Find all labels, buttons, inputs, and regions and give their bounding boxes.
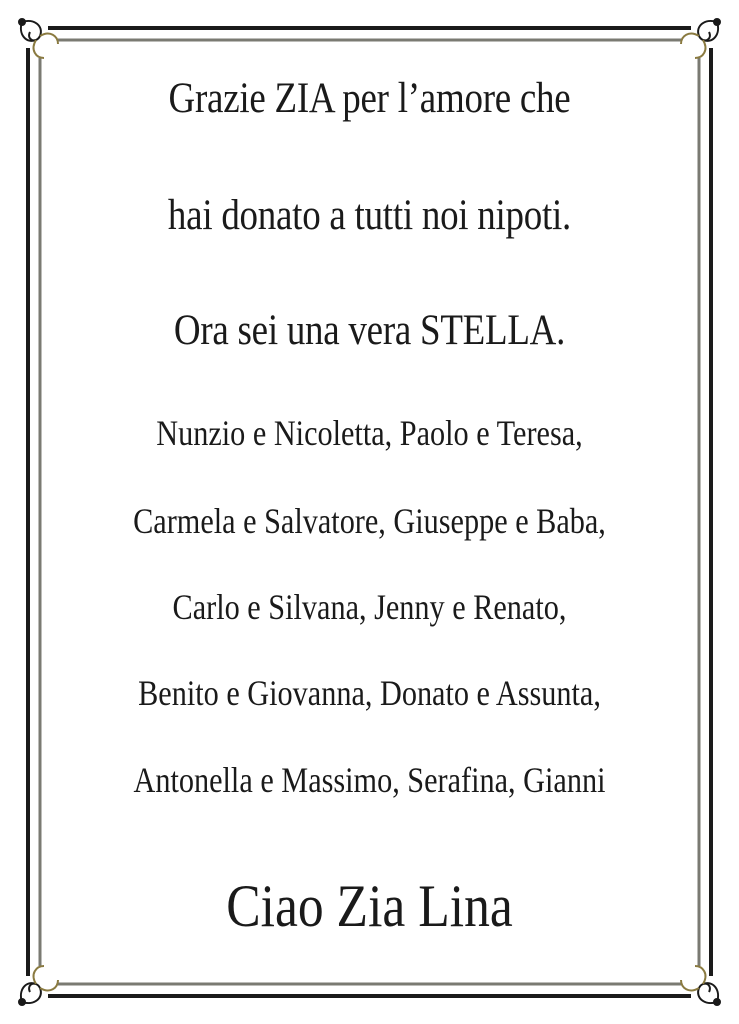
signature-line-2: Carmela e Salvatore, Giuseppe e Baba, — [133, 501, 606, 541]
signature-line-4: Benito e Giovanna, Donato e Assunta, — [138, 673, 601, 713]
message-line-1: Grazie ZIA per l’amore che — [168, 75, 571, 122]
corner-ornament-bottom-left — [19, 966, 58, 1005]
farewell-heading: Ciao Zia Lina — [226, 873, 513, 939]
message-line-2: hai donato a tutti noi nipoti. — [167, 192, 572, 239]
signature-line-5: Antonella e Massimo, Serafina, Gianni — [133, 760, 606, 800]
signature-line-1: Nunzio e Nicoletta, Paolo e Teresa, — [156, 413, 583, 453]
corner-ornament-bottom-right — [681, 966, 720, 1005]
signature-line-3: Carlo e Silvana, Jenny e Renato, — [172, 587, 567, 627]
message-line-3: Ora sei una vera STELLA. — [173, 307, 566, 354]
corner-ornament-top-left — [19, 19, 58, 58]
corner-ornament-top-right — [681, 19, 720, 58]
